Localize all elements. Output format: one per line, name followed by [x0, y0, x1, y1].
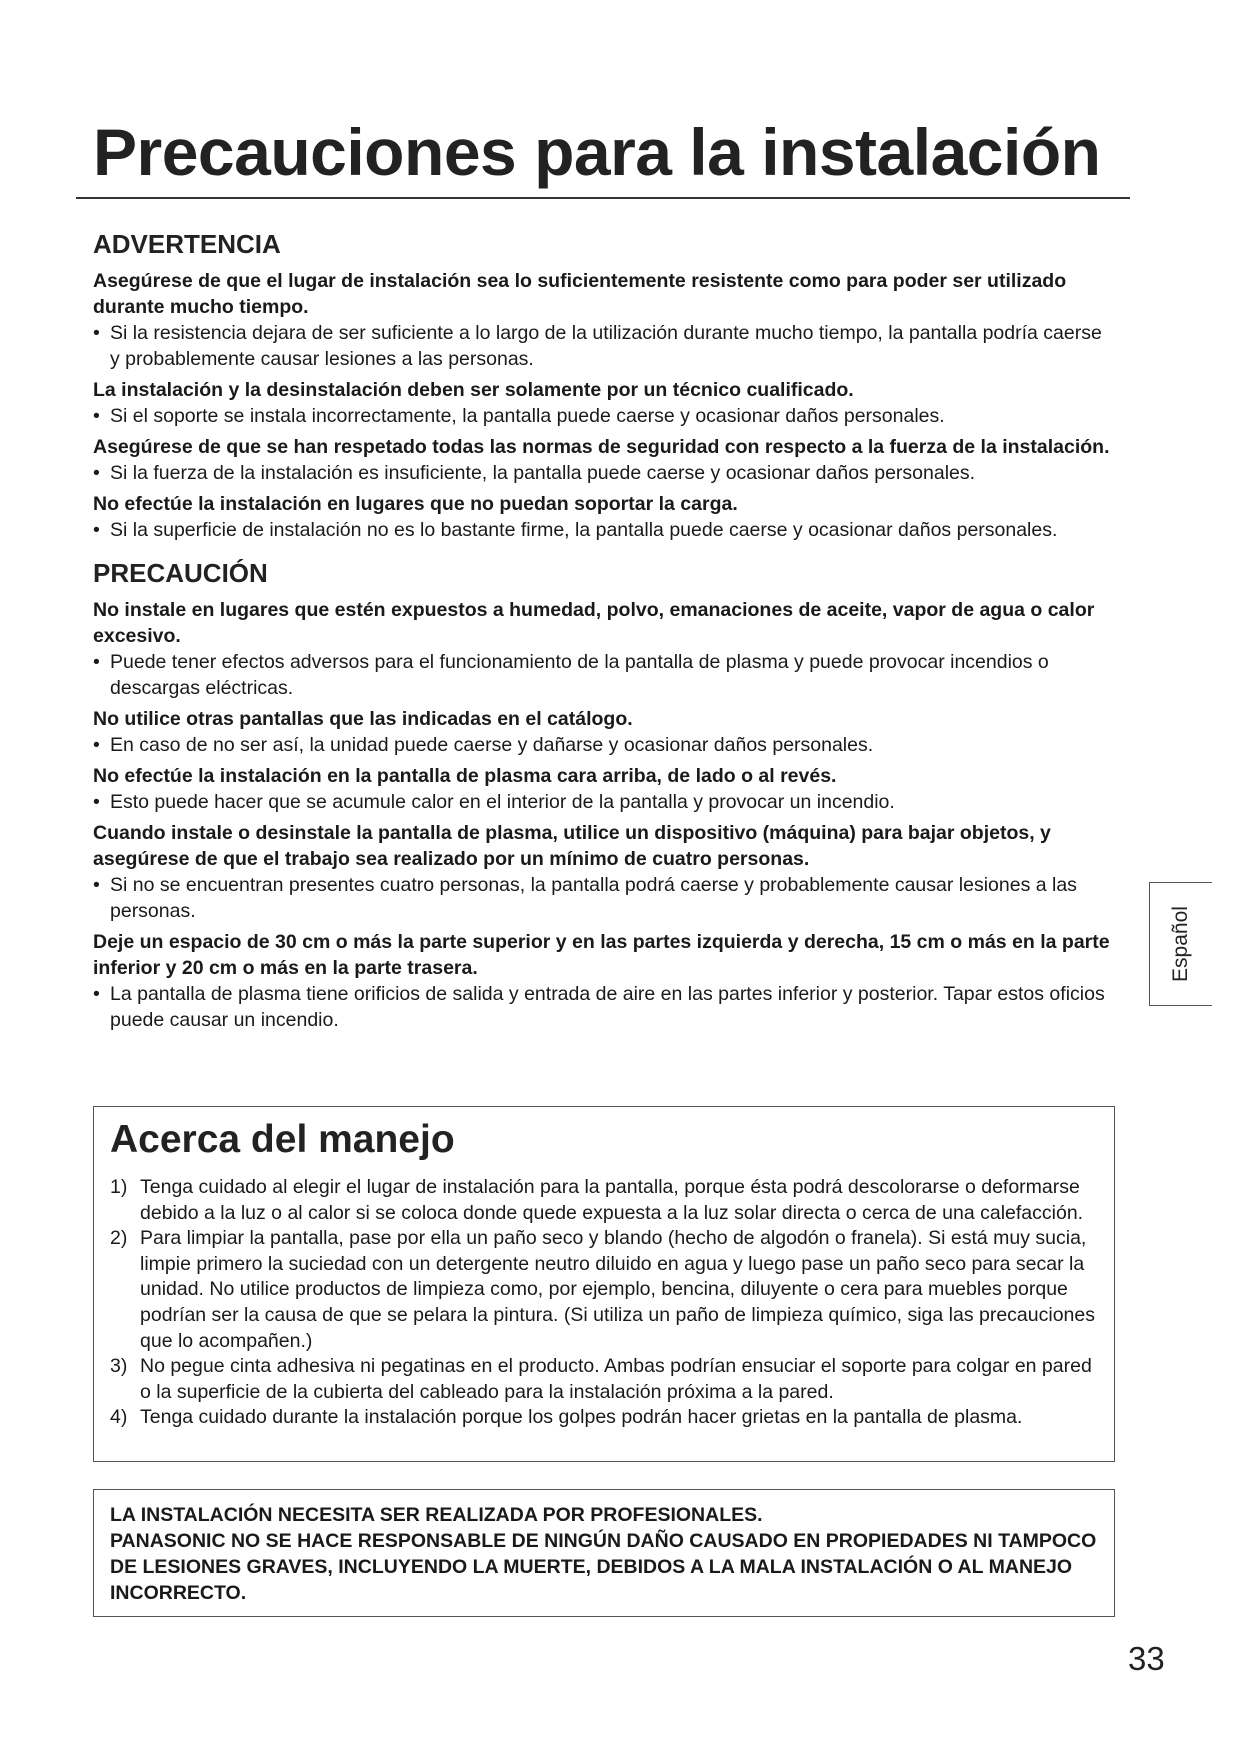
handling-item: [110, 1354, 1102, 1405]
caution-item-bullet: • Puede tener efectos adversos para el funcionamiento de la pantalla de plasma y puede provocar incendios o descargas eléctricas.: [93, 649, 1113, 701]
warning-item: [93, 491, 1113, 543]
caution-item-title: No utilice otras pantallas que las indicadas en el catálogo.: [93, 708, 633, 730]
warning-item-title: Asegúrese de que se han respetado todas las normas de seguridad con respecto a la fuerza de la instalación.: [93, 436, 1110, 458]
language-tab: [1149, 882, 1212, 1006]
caution-item: [93, 820, 1113, 924]
professional-notice-box: [93, 1489, 1115, 1617]
language-tab-label: Español: [1169, 906, 1192, 982]
handling-item-text: Para limpiar la pantalla, pase por ella un paño seco y blando (hecho de algodón o franela). Si está muy sucia, limpie primero la suciedad con un detergente neutro diluido en agua y luego pase un paño seco para secar la unidad. No utilice productos de limpieza como, por ejemplo, bencina, diluyente o cera para muebles porque podrían ser la causa de que se pelara la pintura. (Si utiliza un paño de limpieza químico, siga las precauciones que lo acompañen.): [140, 1227, 1095, 1352]
caution-item: [93, 929, 1113, 1033]
warning-heading: ADVERTENCIA: [93, 229, 281, 259]
caution-item-bullet: • En caso de no ser así, la unidad puede caerse y dañarse y ocasionar daños personales.: [93, 732, 1113, 758]
handling-item-number: 1): [110, 1176, 128, 1198]
professional-notice-line-2: PANASONIC NO SE HACE RESPONSABLE DE NINGÚN DAÑO CAUSADO EN PROPIEDADES NI TAMPOCO DE LESIONES GRAVES, INCLUYENDO LA MUERTE, DEBIDOS A LA MALA INSTALACIÓN O AL MANEJO INCORRECTO.: [110, 1530, 1097, 1604]
caution-item-title: No instale en lugares que estén expuestos a humedad, polvo, emanaciones de aceite, vapor de agua o calor excesivo.: [93, 599, 1095, 647]
handling-item-text: Tenga cuidado al elegir el lugar de instalación para la pantalla, porque ésta podrá descolorarse o deformarse debido a la luz o al calor si se coloca donde quede expuesta a la luz solar directa o cerca de una calefacción.: [140, 1176, 1084, 1224]
caution-item-bullet: • Esto puede hacer que se acumule calor en el interior de la pantalla y provocar un incendio.: [93, 789, 1113, 815]
handling-item: [110, 1226, 1102, 1354]
caution-item-title: Deje un espacio de 30 cm o más la parte superior y en las partes izquierda y derecha, 15 cm o más en la parte inferior y 20 cm o más en la parte trasera.: [93, 931, 1110, 979]
professional-notice-text: [110, 1502, 1100, 1606]
warning-item-bullet: • Si la resistencia dejara de ser suficiente a lo largo de la utilización durante mucho tiempo, la pantalla podría caerse y probablemente causar lesiones a las personas.: [93, 320, 1113, 372]
handling-item-text: Tenga cuidado durante la instalación porque los golpes podrán hacer grietas en la pantalla de plasma.: [140, 1406, 1023, 1429]
caution-item: [93, 763, 1113, 815]
warning-item: [93, 268, 1113, 372]
handling-heading: Acerca del manejo: [110, 1118, 455, 1161]
precautions-content: [93, 228, 1113, 1038]
warning-item: [93, 377, 1113, 429]
caution-item-bullet: • La pantalla de plasma tiene orificios de salida y entrada de aire en las partes inferior y posterior. Tapar estos oficios puede causar un incendio.: [93, 981, 1113, 1033]
caution-item: [93, 597, 1113, 701]
warning-item-bullet: • Si la superficie de instalación no es lo bastante firme, la pantalla puede caerse y ocasionar daños personales.: [93, 517, 1113, 543]
handling-item-number: 3): [110, 1355, 128, 1378]
warning-item-title: La instalación y la desinstalación deben ser solamente por un técnico cualificado.: [93, 379, 854, 401]
caution-item-title: No efectúe la instalación en la pantalla de plasma cara arriba, de lado o al revés.: [93, 765, 837, 787]
warning-item-title: No efectúe la instalación en lugares que no puedan soportar la carga.: [93, 493, 738, 515]
page-number: 33: [1128, 1640, 1165, 1677]
page-title: Precauciones para la instalación: [93, 115, 1101, 189]
warning-item-title: Asegúrese de que el lugar de instalación sea lo suficientemente resistente como para poder ser utilizado durante mucho tiempo.: [93, 270, 1067, 318]
handling-item-number: 4): [110, 1406, 128, 1429]
handling-item-number: 2): [110, 1227, 128, 1250]
professional-notice-line-1: LA INSTALACIÓN NECESITA SER REALIZADA POR PROFESIONALES.: [110, 1504, 763, 1526]
title-divider: [76, 197, 1130, 199]
warning-item-bullet: • Si la fuerza de la instalación es insuficiente, la pantalla puede caerse y ocasionar daños personales.: [93, 460, 1113, 486]
warning-item-bullet: • Si el soporte se instala incorrectamente, la pantalla puede caerse y ocasionar daños personales.: [93, 403, 1113, 429]
handling-item: [110, 1405, 1102, 1431]
warning-item: [93, 434, 1113, 486]
caution-heading: PRECAUCIÓN: [93, 558, 268, 588]
caution-item: [93, 706, 1113, 758]
handling-box: [93, 1106, 1115, 1462]
handling-item: [110, 1175, 1102, 1226]
caution-item-title: Cuando instale o desinstale la pantalla de plasma, utilice un dispositivo (máquina) para bajar objetos, y asegúrese de que el trabajo sea realizado por un mínimo de cuatro personas.: [93, 822, 1051, 870]
caution-item-bullet: • Si no se encuentran presentes cuatro personas, la pantalla podrá caerse y probablemente causar lesiones a las personas.: [93, 872, 1113, 924]
handling-list: [110, 1175, 1102, 1431]
handling-item-text: No pegue cinta adhesiva ni pegatinas en el producto. Ambas podrían ensuciar el soporte para colgar en pared o la superficie de la cubierta del cableado para la instalación próxima a la pared.: [140, 1355, 1092, 1403]
